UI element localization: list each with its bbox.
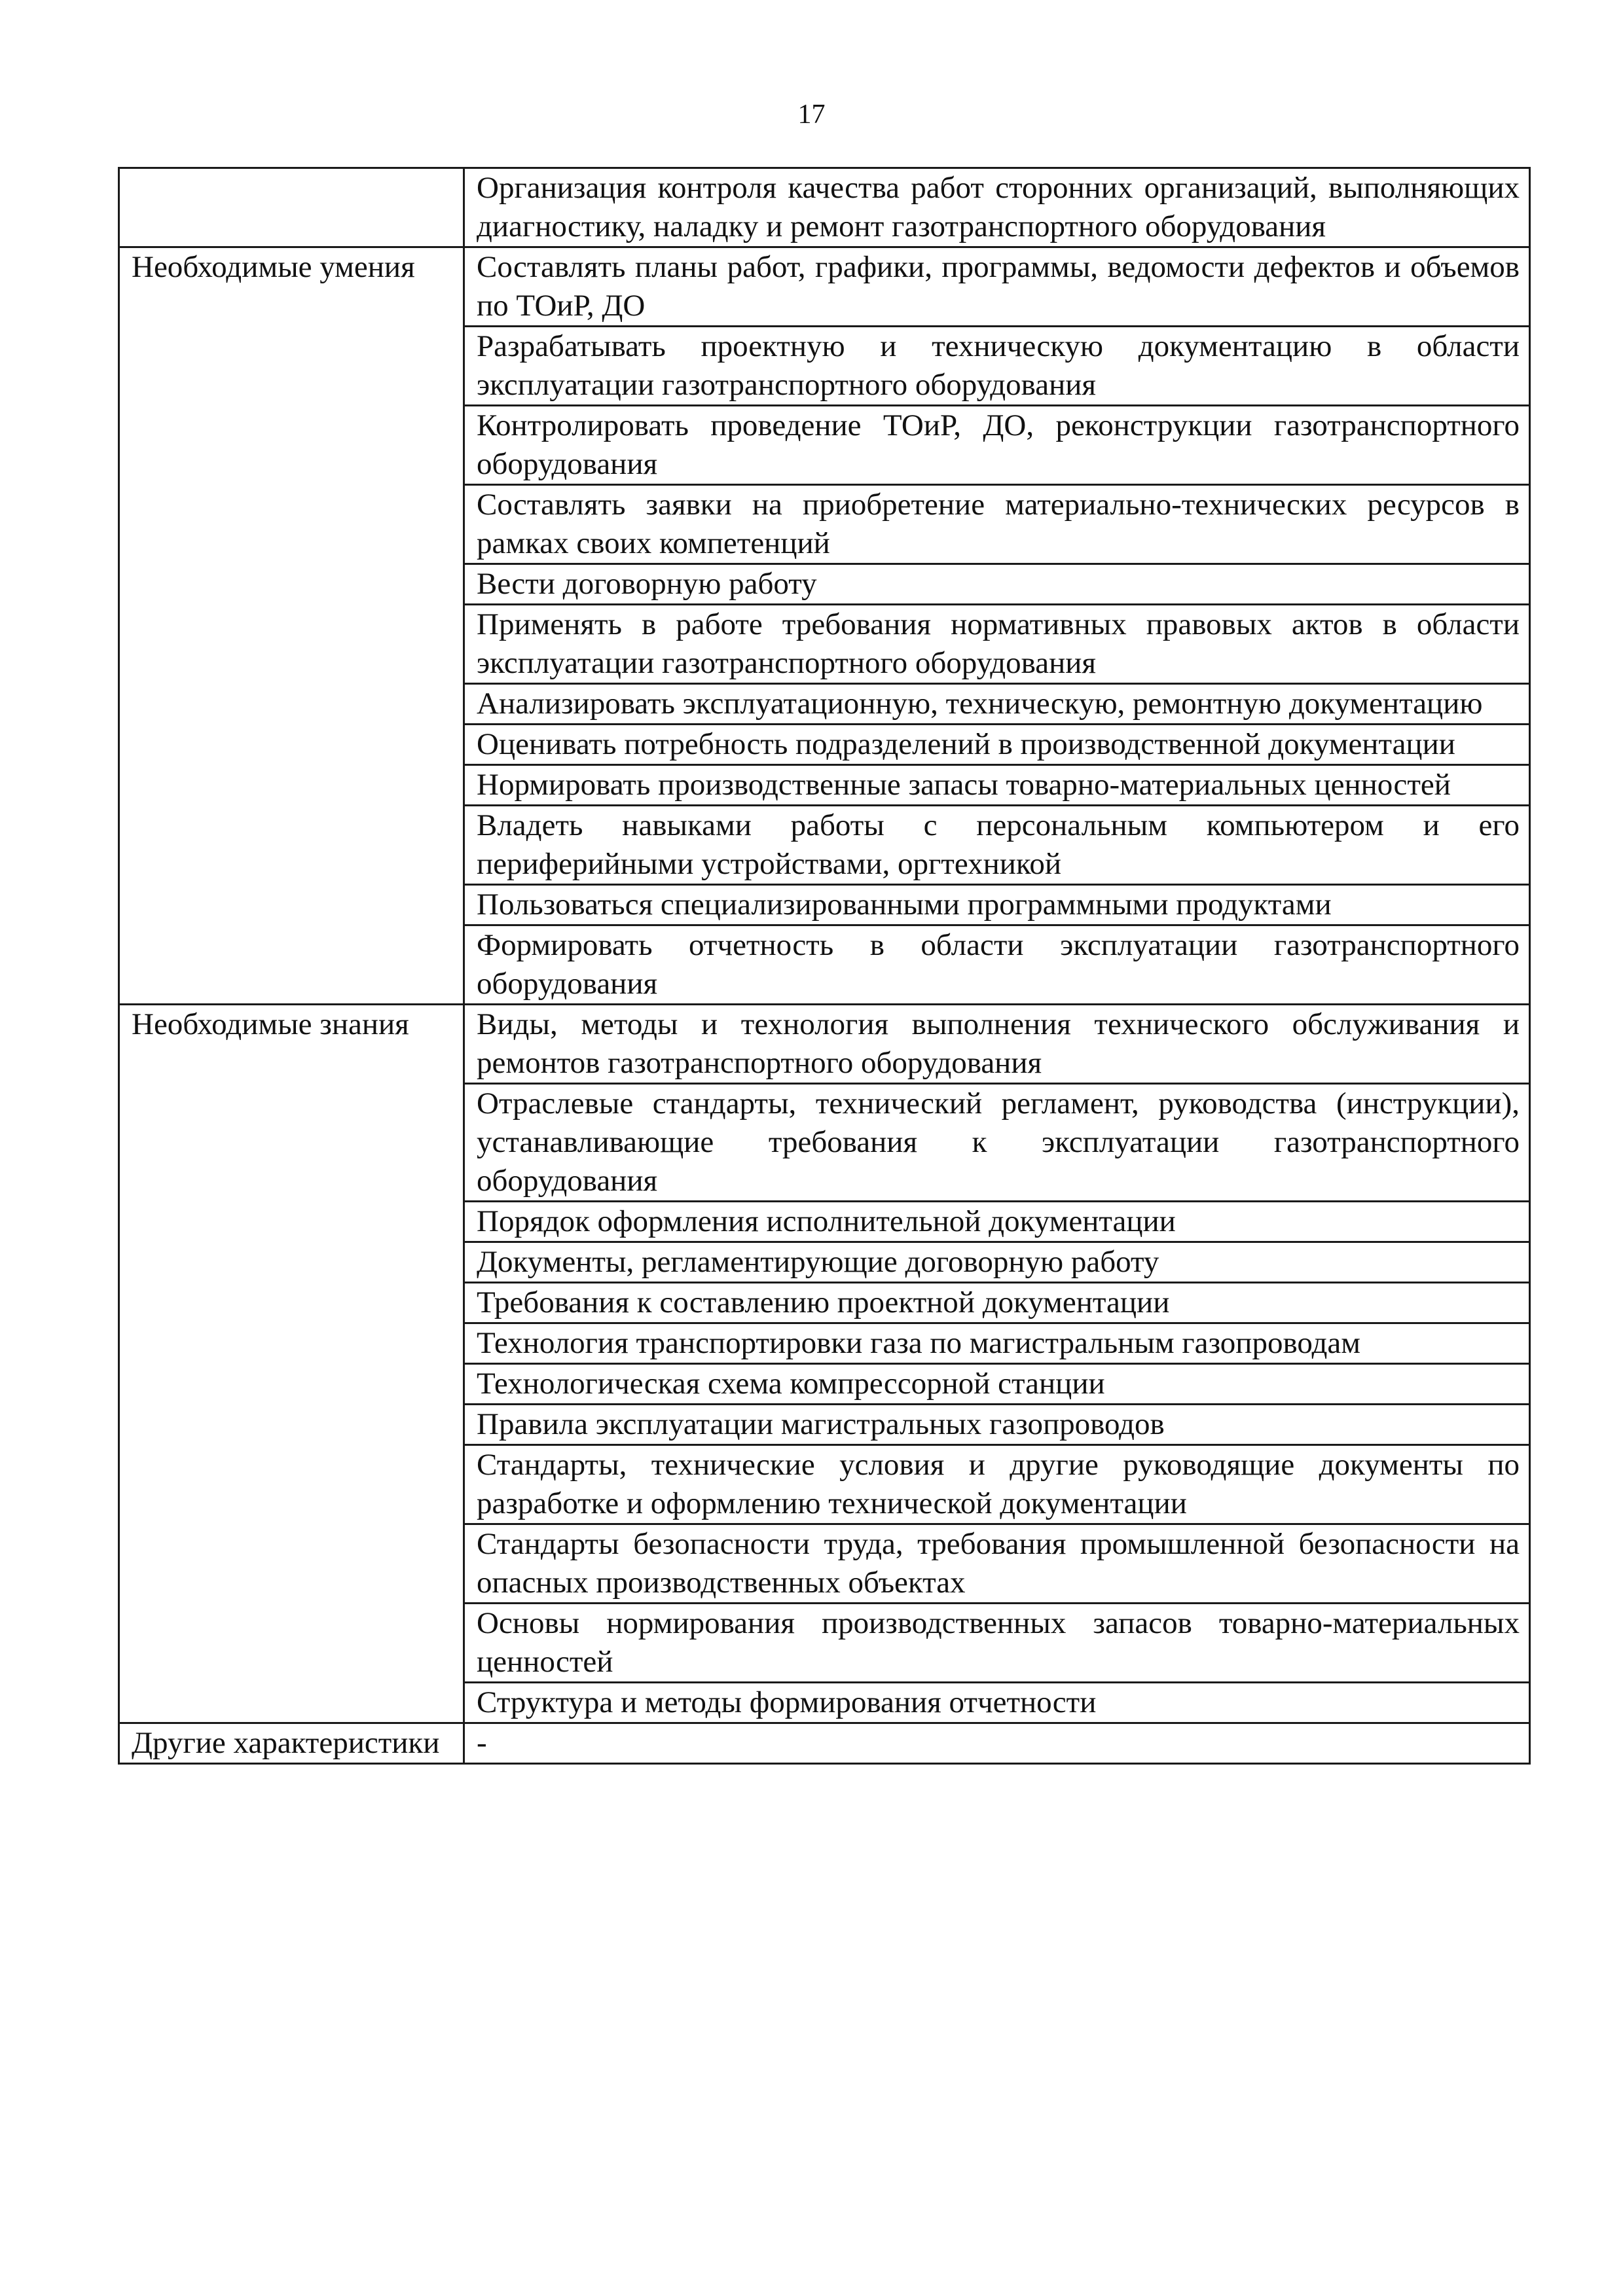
section-item: Порядок оформления исполнительной документации	[464, 1202, 1530, 1242]
section-label: Другие характеристики	[119, 1723, 464, 1764]
table-row	[119, 1005, 1530, 1084]
section-item: Разрабатывать проектную и техническую документацию в области эксплуатации газотранспортного оборудования	[464, 327, 1530, 406]
section-item: Контролировать проведение ТОиР, ДО, реконструкции газотранспортного оборудования	[464, 406, 1530, 485]
section-item: Вести договорную работу	[464, 564, 1530, 605]
section-item: Отраслевые стандарты, технический регламент, руководства (инструкции), устанавливающие требования к эксплуатации газотранспортного оборудования	[464, 1084, 1530, 1202]
section-item: Основы нормирования производственных запасов товарно-материальных ценностей	[464, 1604, 1530, 1683]
section-item: -	[464, 1723, 1530, 1764]
table-row	[119, 247, 1530, 327]
section-item: Документы, регламентирующие договорную работу	[464, 1242, 1530, 1283]
section-item: Правила эксплуатации магистральных газопроводов	[464, 1405, 1530, 1445]
section-item: Пользоваться специализированными программными продуктами	[464, 885, 1530, 925]
table-row	[119, 168, 1530, 247]
section-item: Составлять заявки на приобретение материально-технических ресурсов в рамках своих компетенций	[464, 485, 1530, 564]
section-item: Формировать отчетность в области эксплуатации газотранспортного оборудования	[464, 925, 1530, 1005]
section-label: Необходимые знания	[119, 1005, 464, 1723]
section-item: Требования к составлению проектной документации	[464, 1283, 1530, 1323]
section-item: Структура и методы формирования отчетности	[464, 1683, 1530, 1723]
section-item: Технология транспортировки газа по магистральным газопроводам	[464, 1323, 1530, 1364]
characteristics-table	[118, 167, 1531, 1765]
section-item: Владеть навыками работы с персональным компьютером и его периферийными устройствами, оргтехникой	[464, 806, 1530, 885]
page-number: 17	[797, 99, 826, 130]
section-item: Виды, методы и технология выполнения технического обслуживания и ремонтов газотранспортного оборудования	[464, 1005, 1530, 1084]
table-row	[119, 1723, 1530, 1764]
section-item: Технологическая схема компрессорной станции	[464, 1364, 1530, 1405]
section-item: Стандарты, технические условия и другие руководящие документы по разработке и оформлению технической документации	[464, 1445, 1530, 1524]
section-label	[119, 168, 464, 247]
table-body	[119, 168, 1530, 1764]
section-label: Необходимые умения	[119, 247, 464, 1005]
section-item: Организация контроля качества работ сторонних организаций, выполняющих диагностику, наладку и ремонт газотранспортного оборудования	[464, 168, 1530, 247]
section-item: Оценивать потребность подразделений в производственной документации	[464, 725, 1530, 765]
section-item: Применять в работе требования нормативных правовых актов в области эксплуатации газотранспортного оборудования	[464, 605, 1530, 684]
section-item: Нормировать производственные запасы товарно-материальных ценностей	[464, 765, 1530, 806]
section-item: Составлять планы работ, графики, программы, ведомости дефектов и объемов по ТОиР, ДО	[464, 247, 1530, 327]
section-item: Анализировать эксплуатационную, техническую, ремонтную документацию	[464, 684, 1530, 725]
section-item: Стандарты безопасности труда, требования промышленной безопасности на опасных производственных объектах	[464, 1524, 1530, 1604]
